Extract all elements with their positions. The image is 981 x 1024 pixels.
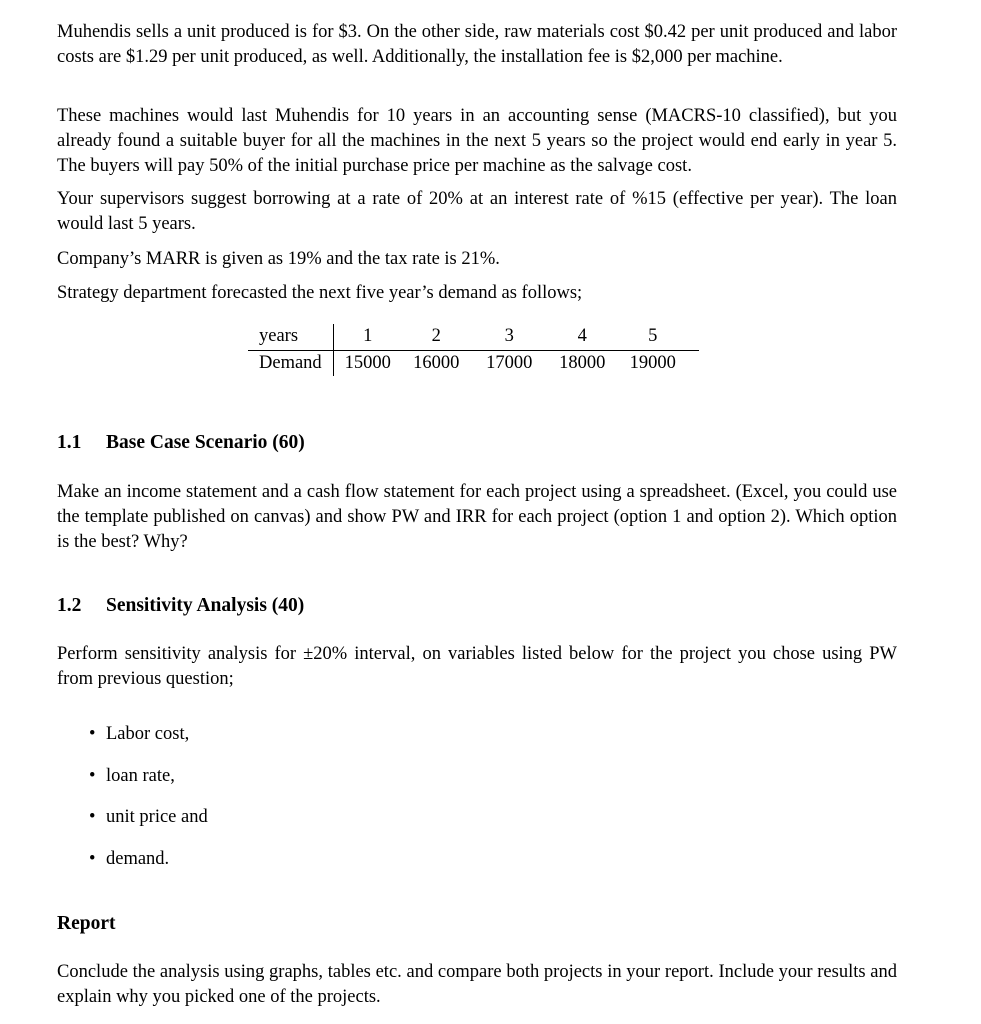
list-item-text: Labor cost, xyxy=(106,724,190,744)
demand-table xyxy=(248,324,699,376)
demand-table-year-cell: 4 xyxy=(546,324,619,351)
demand-table-year-cell: 2 xyxy=(400,324,473,351)
section-1-2-heading xyxy=(57,593,304,618)
section-1-1-body: Make an income statement and a cash flow statement for each project using a spreadsheet. (Excel, you could use the template published on canvas) and show PW and IRR for each project (option 1 and option 2). Which option is the best? Why? xyxy=(57,482,897,552)
list-item xyxy=(57,764,208,806)
demand-table-demand-cell: 16000 xyxy=(413,353,460,373)
section-number: 1.2 xyxy=(57,595,82,616)
demand-table-years-label: years xyxy=(248,324,333,351)
section-title: Base Case Scenario (60) xyxy=(106,432,305,453)
demand-table-demand-cell: 19000 xyxy=(629,353,676,373)
list-item xyxy=(57,847,208,889)
bullet-icon: • xyxy=(89,724,96,744)
intro-paragraph-marr: Company’s MARR is given as 19% and the tax rate is 21%. xyxy=(57,249,500,269)
list-item-text: loan rate, xyxy=(106,765,175,786)
section-title: Sensitivity Analysis (40) xyxy=(106,595,305,616)
bullet-icon: • xyxy=(89,765,96,786)
report-heading: Report xyxy=(57,913,116,934)
demand-table-demand-label: Demand xyxy=(248,351,333,377)
section-1-2-body: Perform sensitivity analysis for ±20% interval, on variables listed below for the project you chose using PW from previous question; xyxy=(57,644,897,689)
intro-paragraph-costs: Muhendis sells a unit produced is for $3. On the other side, raw materials cost $0.42 per unit produced and labor costs are $1.29 per unit produced, as well. Additionally, the installation fee is $2,000 per machine. xyxy=(57,22,897,67)
sensitivity-variable-list xyxy=(57,722,208,888)
bullet-icon: • xyxy=(89,848,96,869)
demand-table-demand-cell: 15000 xyxy=(344,353,391,373)
demand-table-demand-cell: 18000 xyxy=(559,353,606,373)
list-item-text: demand. xyxy=(106,848,170,869)
demand-table-demand-row xyxy=(248,351,699,377)
demand-table-year-cell: 5 xyxy=(619,324,699,351)
bullet-icon: • xyxy=(89,807,96,827)
section-1-1-heading xyxy=(57,430,305,455)
report-body: Conclude the analysis using graphs, tables etc. and compare both projects in your report. Include your results and explain why you picked one of the projects. xyxy=(57,962,897,1007)
demand-table-demand-cell: 17000 xyxy=(486,353,533,373)
list-item xyxy=(57,805,208,847)
intro-paragraph-loan: Your supervisors suggest borrowing at a rate of 20% at an interest rate of %15 (effective per year). The loan would last 5 years. xyxy=(57,189,897,234)
demand-table-year-cell: 1 xyxy=(333,324,400,351)
list-item xyxy=(57,722,208,764)
intro-paragraph-forecast: Strategy department forecasted the next five year’s demand as follows; xyxy=(57,283,583,303)
list-item-text: unit price and xyxy=(106,807,208,827)
demand-table-years-row xyxy=(248,324,699,351)
section-number: 1.1 xyxy=(57,432,82,453)
intro-paragraph-machines: These machines would last Muhendis for 10 years in an accounting sense (MACRS-10 classified), but you already found a suitable buyer for all the machines in the next 5 years so the project would end early in year 5. The buyers will pay 50% of the initial purchase price per machine as the salvage cost. xyxy=(57,106,897,176)
demand-table-year-cell: 3 xyxy=(473,324,546,351)
